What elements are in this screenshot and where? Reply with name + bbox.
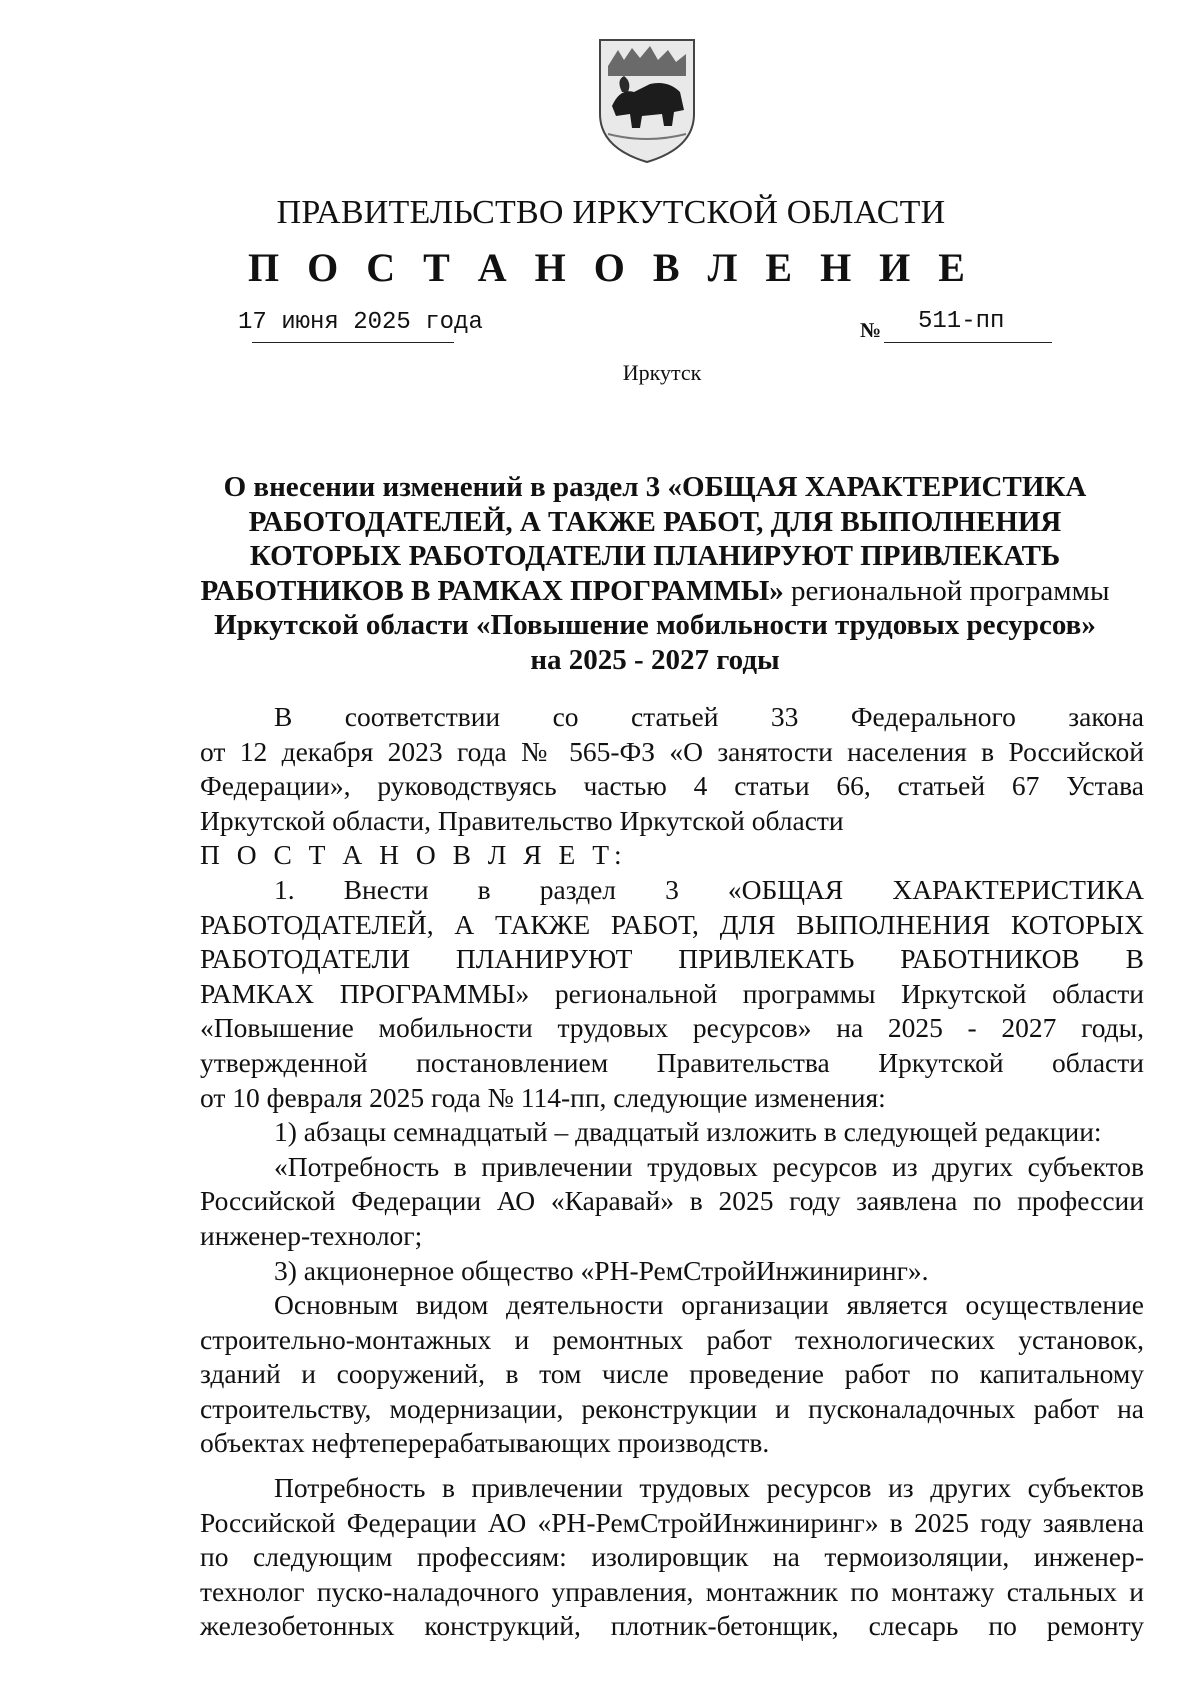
body-line: железобетонных конструкций, плотник-бетонщик, слесарь по ремонту <box>200 1610 1144 1642</box>
date-underline <box>252 342 454 343</box>
body-line: утвержденной постановлением Правительства Иркутской области <box>200 1046 1144 1078</box>
body-line: 3) акционерное общество «РН-РемСтройИнжиниринг». <box>274 1254 929 1286</box>
subject-bold-part: РАБОТНИКОВ В РАМКАХ ПРОГРАММЫ» <box>200 574 784 607</box>
number-underline <box>884 342 1052 343</box>
body-line: 1) абзацы семнадцатый – двадцатый изложить в следующей редакции: <box>274 1116 1102 1148</box>
document-type-title: П О С Т А Н О В Л Е Н И Е <box>248 245 974 290</box>
body-line: Российской Федерации АО «Каравай» в 2025 году заявлена по профессии <box>200 1185 1144 1217</box>
body-line: РАБОТОДАТЕЛЕЙ, А ТАКЖЕ РАБОТ, ДЛЯ ВЫПОЛНЕНИЯ КОТОРЫХ <box>200 908 1144 940</box>
body-line: зданий и сооружений, в том числе проведение работ по капитальному <box>200 1358 1144 1390</box>
body-line: «Повышение мобильности трудовых ресурсов» на 2025 - 2027 годы, <box>200 1012 1144 1044</box>
body-line: от 12 декабря 2023 года № 565-ФЗ «О занятости населения в Российской <box>200 735 1144 767</box>
coat-of-arms-icon <box>594 36 700 164</box>
decree-subject <box>180 470 1130 677</box>
body-line: Основным видом деятельности организации является осуществление <box>274 1289 1144 1321</box>
body-line: РАМКАХ ПРОГРАММЫ» региональной программы Иркутской области <box>200 977 1144 1009</box>
subject-line: РАБОТОДАТЕЛЕЙ, А ТАКЖЕ РАБОТ, ДЛЯ ВЫПОЛНЕНИЯ <box>248 505 1062 538</box>
government-name: ПРАВИТЕЛЬСТВО ИРКУТСКОЙ ОБЛАСТИ <box>276 194 946 231</box>
body-line: технолог пуско-наладочного управления, монтажник по монтажу стальных и <box>200 1575 1144 1607</box>
body-line: инженер-технолог; <box>200 1219 423 1251</box>
subject-line <box>180 574 1130 609</box>
body-line: строительству, модернизации, реконструкции и пусконаладочных работ на <box>200 1392 1144 1424</box>
subject-line: О внесении изменений в раздел 3 «ОБЩАЯ ХАРАКТЕРИСТИКА <box>223 471 1087 503</box>
body-line: Российской Федерации АО «РН-РемСтройИнжиниринг» в 2025 году заявлена <box>200 1506 1144 1538</box>
body-line: «Потребность в привлечении трудовых ресурсов из других субъектов <box>274 1150 1144 1182</box>
body-line: строительно-монтажных и ремонтных работ технологических установок, <box>200 1323 1144 1355</box>
subject-normal-part: региональной программы <box>783 574 1110 607</box>
decree-date: 17 июня 2025 года <box>238 309 483 336</box>
body-line: В соответствии со статьей 33 Федерального закона <box>274 701 1144 732</box>
subject-line: на 2025 - 2027 годы <box>530 643 780 676</box>
resolves-word: П О С Т А Н О В Л Я Е Т: <box>200 839 627 871</box>
body-line: 1. Внести в раздел 3 «ОБЩАЯ ХАРАКТЕРИСТИКА <box>274 873 1144 905</box>
body-line: Федерации», руководствуясь частью 4 статьи 66, статьей 67 Устава <box>200 770 1144 802</box>
body-line: Потребность в привлечении трудовых ресурсов из других субъектов <box>274 1472 1144 1504</box>
number-sign: № <box>860 318 882 342</box>
body-line: Иркутской области, Правительство Иркутской области <box>200 804 844 836</box>
decree-number: 511-пп <box>918 308 1005 335</box>
subject-line: Иркутской области «Повышение мобильности трудовых ресурсов» <box>214 609 1096 641</box>
body-line: объектах нефтеперерабатывающих производств. <box>200 1427 770 1459</box>
decree-body <box>200 700 1144 1644</box>
body-line: по следующим профессиям: изолировщик на термоизоляции, инженер- <box>200 1541 1144 1573</box>
subject-line: КОТОРЫХ РАБОТОДАТЕЛИ ПЛАНИРУЮТ ПРИВЛЕКАТЬ <box>249 540 1061 572</box>
body-line: от 10 февраля 2025 года № 114-пп, следующие изменения: <box>200 1081 886 1113</box>
body-line: РАБОТОДАТЕЛИ ПЛАНИРУЮТ ПРИВЛЕКАТЬ РАБОТНИКОВ В <box>200 943 1144 975</box>
city-name: Иркутск <box>622 360 702 385</box>
